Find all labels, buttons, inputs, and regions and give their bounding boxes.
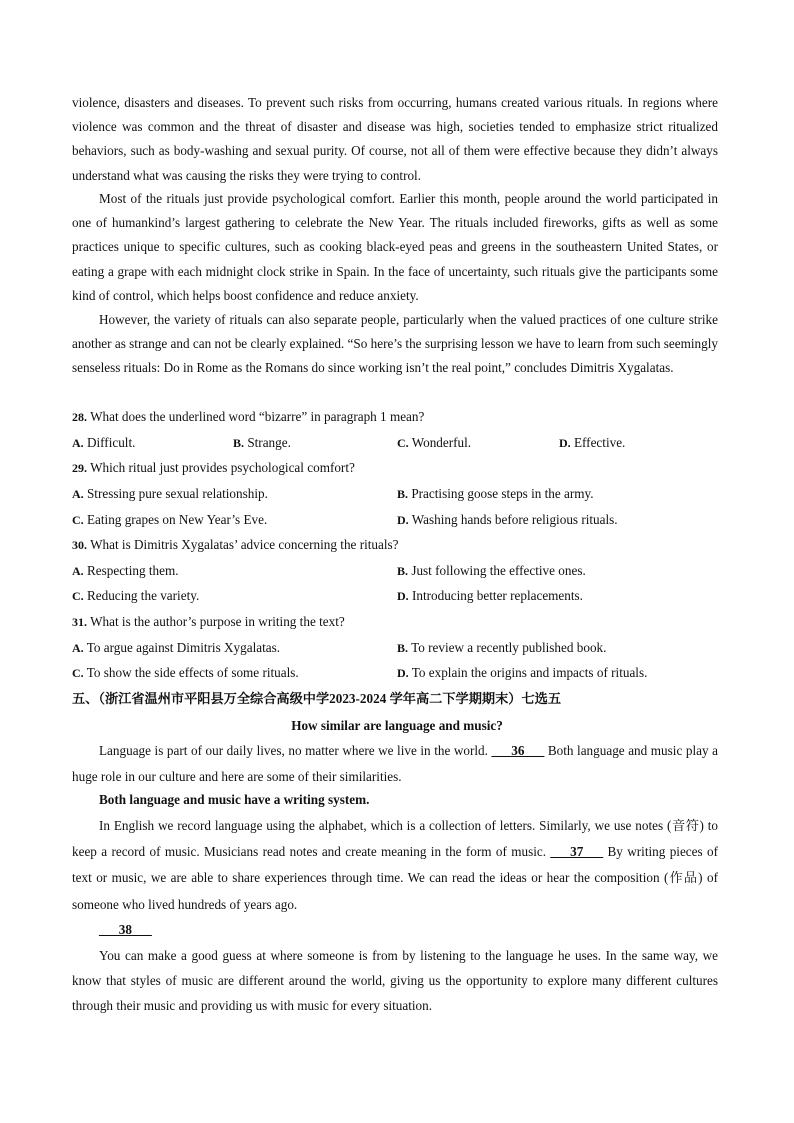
option-31-d[interactable]: [397, 661, 647, 685]
option-letter: A.: [72, 436, 84, 450]
option-letter: B.: [397, 487, 409, 501]
section-heading: 五、（浙江省温州市平阳县万全综合高级中学2023-2024 学年高二下学期期末）七选五: [72, 691, 562, 706]
option-28-d[interactable]: [559, 431, 625, 455]
option-29-d[interactable]: [397, 508, 618, 532]
option-text: Practising goose steps in the army.: [411, 486, 594, 501]
option-letter: D.: [397, 589, 409, 603]
option-text: Stressing pure sexual relationship.: [86, 486, 268, 501]
option-30-d[interactable]: [397, 584, 583, 608]
blank-37[interactable]: ___37___: [550, 844, 604, 860]
question-number: 30.: [72, 538, 87, 552]
option-text: Difficult.: [86, 435, 136, 450]
question-text: Which ritual just provides psychological comfort?: [90, 460, 355, 475]
question-text: What is the author’s purpose in writing the text?: [90, 614, 345, 629]
question-number: 28.: [72, 410, 87, 424]
option-letter: A.: [72, 564, 84, 578]
question-number: 31.: [72, 615, 87, 629]
option-29-a[interactable]: [72, 482, 268, 506]
question-number: 29.: [72, 461, 87, 475]
passage-paragraph: [72, 813, 718, 918]
passage-paragraph: However, the variety of rituals can also separate people, particularly when the valued practices of one culture strike another as strange and can not be clearly explained. “So here’s the surprising lesson we have to learn from such seemingly senseless rituals: Do in Rome as the Romans do since working isn’t the real point,” concludes Dimitris Xygalatas.: [72, 312, 718, 376]
option-text: Wonderful.: [411, 435, 472, 450]
paragraph-text: In English we record language using the alphabet, which is a collection of letters. Similarly, we use notes (音符) to keep a record of music. Musicians read notes and create meaning in the form of music.: [72, 818, 718, 860]
passage-paragraph: [72, 738, 718, 789]
option-text: Just following the effective ones.: [411, 563, 586, 578]
blank-38[interactable]: ___38___: [99, 922, 152, 937]
blank-38-line: [99, 918, 745, 942]
option-text: Washing hands before religious rituals.: [411, 512, 618, 527]
option-31-b[interactable]: [397, 636, 606, 660]
passage-paragraph: You can make a good guess at where someone is from by listening to the language he uses. In the same way, we know that styles of music are different around the world, giving us the opportunity to explore many different cultures through their music and providing us with music for every situation.: [72, 948, 718, 1013]
option-29-b[interactable]: [397, 482, 594, 506]
option-text: Introducing better replacements.: [411, 588, 583, 603]
option-letter: B.: [397, 564, 409, 578]
option-letter: C.: [72, 513, 84, 527]
question-31: [72, 610, 345, 634]
passage-paragraph: Most of the rituals just provide psychological comfort. Earlier this month, people around the world participated in one of humankind’s largest gathering to celebrate the New Year. The rituals included fireworks, gifts as well as some practices unique to specific cultures, such as cooking black-eyed peas and greens in the southeastern United States, or eating a grape with each midnight clock strike in Spain. In the face of uncertainty, such rituals give the participants some kind of control, which helps boost confidence and reduce anxiety.: [72, 191, 718, 303]
option-letter: B.: [233, 436, 245, 450]
option-28-a[interactable]: [72, 431, 135, 455]
passage-paragraph: violence, disasters and diseases. To prevent such risks from occurring, humans created various rituals. In regions where violence was common and the threat of disaster and disease was high, societies tended to emphasize strict ritualized behaviors, such as body-washing and sexual purity. Of course, not all of them were effective because they didn’t always understand what was causing the risks they were trying to control.: [72, 95, 718, 183]
option-30-c[interactable]: [72, 584, 199, 608]
option-text: To review a recently published book.: [411, 640, 607, 655]
question-28: [72, 405, 424, 429]
paragraph-text: By writing pieces of text or music, we are able to share experiences through time. We can read the ideas or hear the composition (作品) of someone who lived hundreds of years ago.: [72, 844, 718, 912]
paragraph-text: Language is part of our daily lives, no matter where we live in the world.: [99, 743, 488, 758]
question-text: What is Dimitris Xygalatas’ advice concerning the rituals?: [90, 537, 399, 552]
option-text: To explain the origins and impacts of rituals.: [411, 665, 648, 680]
option-text: Reducing the variety.: [86, 588, 200, 603]
option-letter: C.: [72, 666, 84, 680]
option-text: Eating grapes on New Year’s Eve.: [86, 512, 268, 527]
paragraph-text: Both language and music play a huge role in our culture and here are some of their similarities.: [72, 743, 718, 784]
option-letter: D.: [397, 513, 409, 527]
option-text: Strange.: [247, 435, 291, 450]
option-text: To show the side effects of some rituals.: [86, 665, 299, 680]
question-29: [72, 456, 355, 480]
question-30: [72, 533, 399, 557]
option-letter: C.: [72, 589, 84, 603]
question-text: What does the underlined word “bizarre” in paragraph 1 mean?: [90, 409, 425, 424]
blank-36[interactable]: ___36___: [491, 743, 545, 758]
option-text: Respecting them.: [86, 563, 179, 578]
option-letter: C.: [397, 436, 409, 450]
option-letter: A.: [72, 641, 84, 655]
option-text: Effective.: [573, 435, 626, 450]
option-30-b[interactable]: [397, 559, 586, 583]
option-letter: D.: [559, 436, 571, 450]
option-letter: A.: [72, 487, 84, 501]
option-30-a[interactable]: [72, 559, 179, 583]
option-28-c[interactable]: [397, 431, 471, 455]
option-31-c[interactable]: [72, 661, 299, 685]
option-28-b[interactable]: [233, 431, 291, 455]
option-31-a[interactable]: [72, 636, 280, 660]
subheading: Both language and music have a writing system.: [99, 792, 370, 807]
option-letter: D.: [397, 666, 409, 680]
option-text: To argue against Dimitris Xygalatas.: [86, 640, 281, 655]
option-letter: B.: [397, 641, 409, 655]
option-29-c[interactable]: [72, 508, 267, 532]
passage-title: How similar are language and music?: [291, 718, 503, 733]
